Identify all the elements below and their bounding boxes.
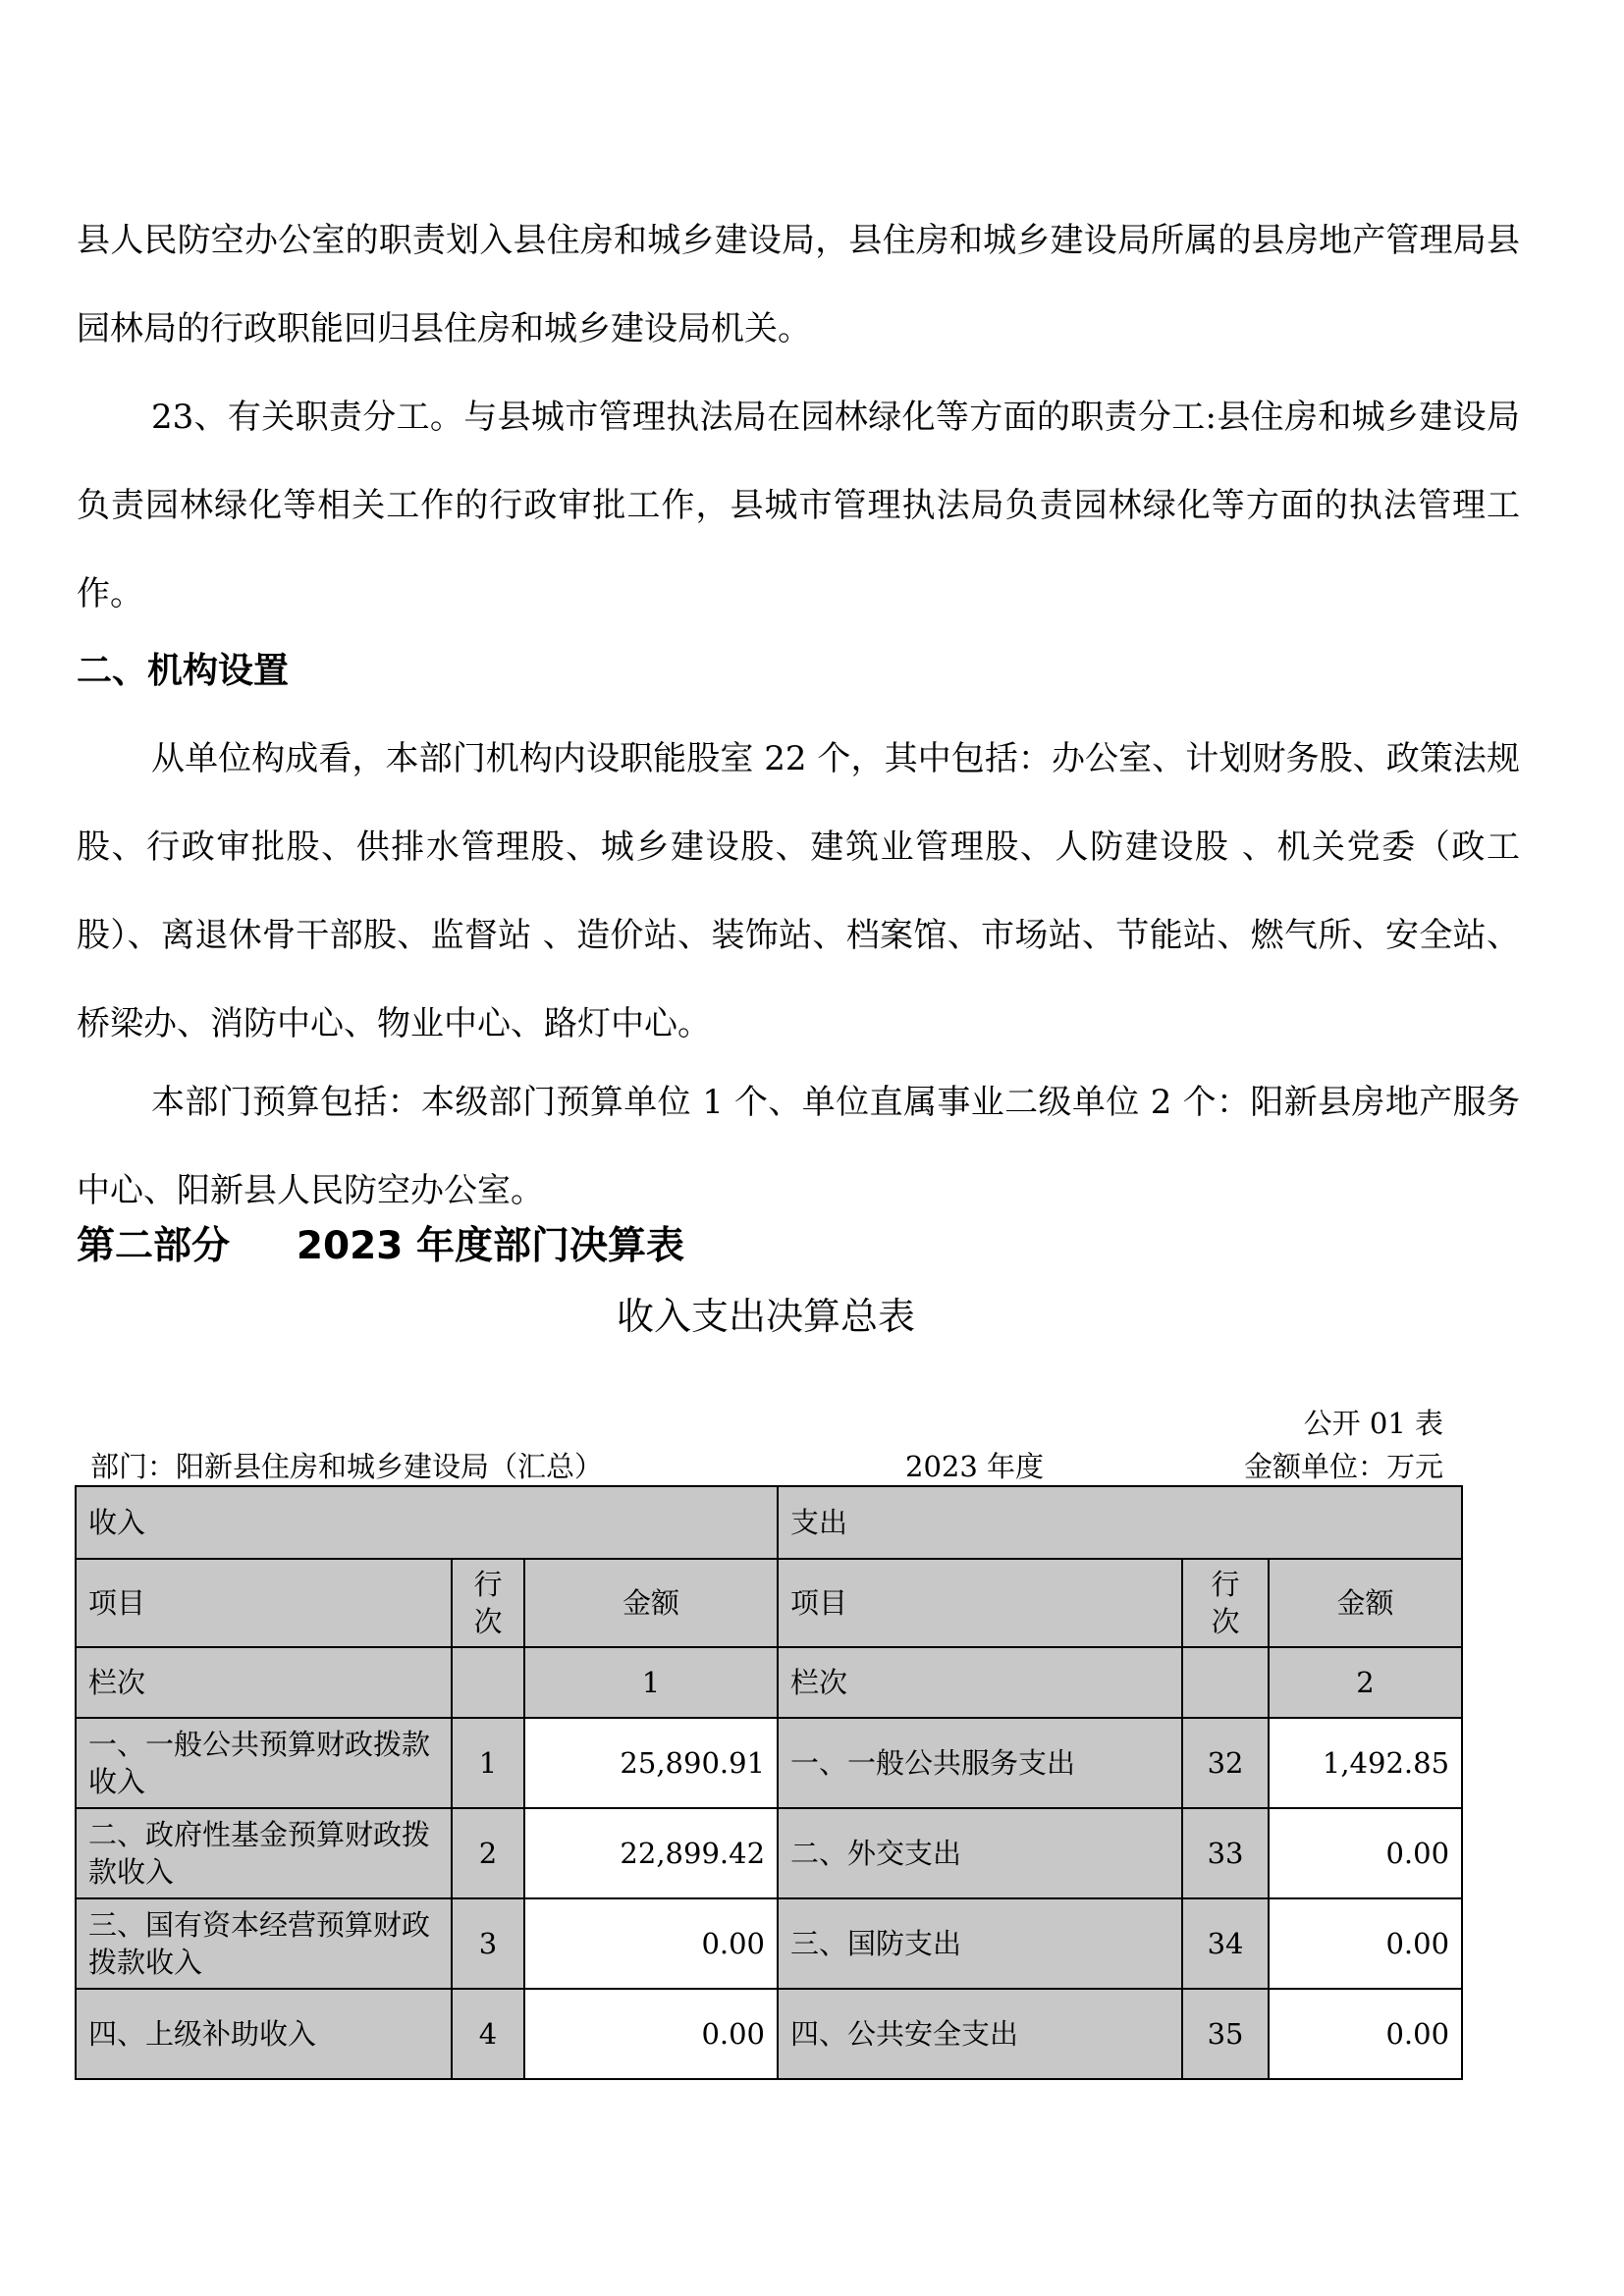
income-amount-header: 金额 [524, 1559, 778, 1647]
income-item: 三、国有资本经营预算财政拨款收入 [76, 1898, 452, 1989]
income-header: 收入 [76, 1486, 778, 1559]
income-item-header: 项目 [76, 1559, 452, 1647]
table-column-number-row [76, 1647, 1462, 1718]
paragraph-budget-units: 本部门预算包括：本级部门预算单位 1 个、单位直属事业二级单位 2 个：阳新县房地产服务中心、阳新县人民防空办公室。 [77, 1083, 1520, 1210]
section-heading-org: 二、机构设置 [77, 651, 290, 691]
unit-label: 金额单位：万元 [1243, 1450, 1443, 1483]
income-amount: 0.00 [524, 1898, 778, 1989]
expense-column-number: 2 [1269, 1647, 1462, 1718]
expense-amount: 0.00 [1269, 1898, 1462, 1989]
expense-row-no-header: 行次 [1182, 1559, 1269, 1647]
income-row-label: 栏次 [76, 1647, 452, 1718]
table-section-header-row [76, 1486, 1462, 1559]
income-amount: 0.00 [524, 1989, 778, 2079]
income-expense-table [75, 1485, 1463, 2080]
expense-row-no: 34 [1182, 1898, 1269, 1989]
table-row [76, 1718, 1462, 1808]
expense-item: 二、外交支出 [778, 1808, 1182, 1898]
expense-item: 一、一般公共服务支出 [778, 1718, 1182, 1808]
expense-amount: 0.00 [1269, 1808, 1462, 1898]
expense-row-label-blank [1182, 1647, 1269, 1718]
paragraph-duty-division: 23、有关职责分工。与县城市管理执法局在园林绿化等方面的职责分工:县住房和城乡建设局负责园林绿化等相关工作的行政审批工作，县城市管理执法局负责园林绿化等方面的执法管理工作。 [77, 398, 1520, 614]
income-row-no: 3 [452, 1898, 524, 1989]
form-number: 公开 01 表 [1303, 1407, 1443, 1440]
part-title: 第二部分 2023 年度部门决算表 [77, 1224, 685, 1268]
table-title: 收入支出决算总表 [616, 1295, 915, 1338]
expense-amount-header: 金额 [1269, 1559, 1462, 1647]
expense-amount: 1,492.85 [1269, 1718, 1462, 1808]
expense-row-label: 栏次 [778, 1647, 1182, 1718]
expense-row-no: 33 [1182, 1808, 1269, 1898]
paragraph-duty-transfer: 县人民防空办公室的职责划入县住房和城乡建设局，县住房和城乡建设局所属的县房地产管理局县园林局的行政职能回归县住房和城乡建设局机关。 [77, 221, 1520, 348]
paragraph-org-structure: 从单位构成看，本部门机构内设职能股室 22 个，其中包括：办公室、计划财务股、政策法规股、行政审批股、供排水管理股、城乡建设股、建筑业管理股、人防建设股 、机关党委（政工股）、离退休骨干部股、监督站 、造价站、装饰站、档案馆、市场站、节能站、燃气所、安全站、桥梁办、消防中心、物业中心、路灯中心。 [77, 739, 1520, 1043]
expense-item-header: 项目 [778, 1559, 1182, 1647]
income-row-no-header: 行次 [452, 1559, 524, 1647]
expense-item: 四、公共安全支出 [778, 1989, 1182, 2079]
expense-item: 三、国防支出 [778, 1898, 1182, 1989]
department-label: 部门：阳新县住房和城乡建设局（汇总） [90, 1450, 604, 1483]
income-row-no: 2 [452, 1808, 524, 1898]
table-column-header-row [76, 1559, 1462, 1647]
expense-amount: 0.00 [1269, 1989, 1462, 2079]
table-row [76, 1808, 1462, 1898]
income-row-no: 1 [452, 1718, 524, 1808]
expense-row-no: 32 [1182, 1718, 1269, 1808]
income-item: 一、一般公共预算财政拨款收入 [76, 1718, 452, 1808]
year-label: 2023 年度 [905, 1450, 1045, 1483]
income-item: 四、上级补助收入 [76, 1989, 452, 2079]
table-row [76, 1989, 1462, 2079]
income-amount: 25,890.91 [524, 1718, 778, 1808]
expense-row-no: 35 [1182, 1989, 1269, 2079]
income-item: 二、政府性基金预算财政拨款收入 [76, 1808, 452, 1898]
income-column-number: 1 [524, 1647, 778, 1718]
income-amount: 22,899.42 [524, 1808, 778, 1898]
income-row-label-blank [452, 1647, 524, 1718]
expense-header: 支出 [778, 1486, 1462, 1559]
income-row-no: 4 [452, 1989, 524, 2079]
table-row [76, 1898, 1462, 1989]
